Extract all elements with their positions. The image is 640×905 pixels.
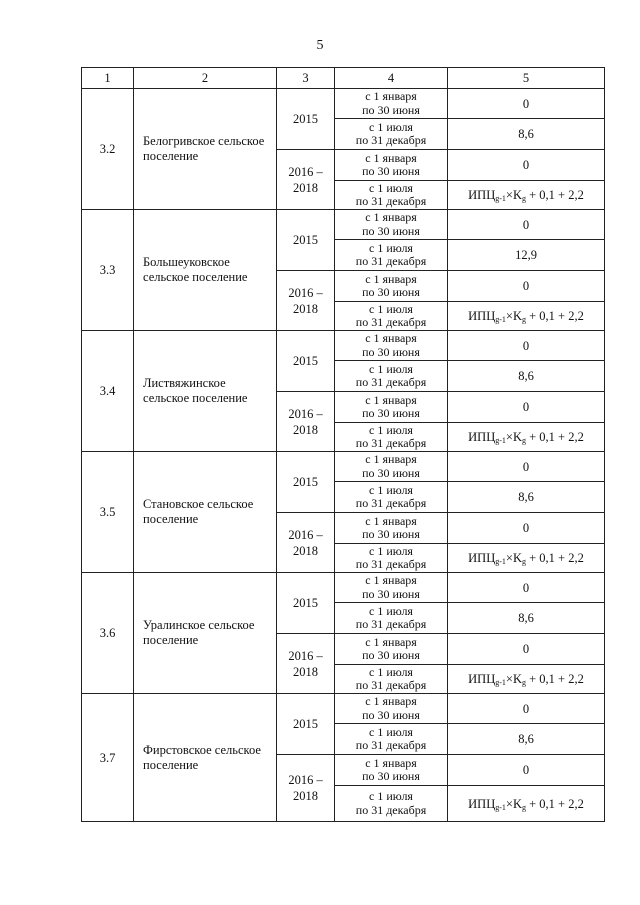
settlement-name-text: Большеуковское сельское поселение — [143, 255, 248, 284]
tariff-table — [81, 67, 605, 822]
value-cell — [448, 724, 605, 755]
formula-base: ИПЦ — [468, 309, 496, 323]
year-text: 2016 – 2018 — [288, 164, 323, 195]
period-end: по 31 декабря — [355, 375, 427, 389]
section-number-text: 3.4 — [99, 384, 116, 398]
table-row — [82, 331, 605, 361]
formula-base: ИПЦ — [468, 796, 496, 811]
settlement-name-text: Белогривское сельское поселение — [143, 134, 265, 163]
period-end: по 30 июня — [362, 102, 420, 117]
year-text: 2015 — [293, 475, 318, 489]
value-text: 0 — [522, 217, 530, 232]
table-row — [82, 694, 605, 724]
period-end: по 31 декабря — [355, 678, 427, 692]
year-text: 2016 – 2018 — [288, 773, 323, 803]
period-cell — [335, 786, 448, 822]
period-start: с 1 июля — [369, 543, 413, 558]
year-cell — [277, 694, 335, 755]
section-number — [82, 694, 134, 822]
period-start: с 1 января — [365, 573, 417, 587]
period-cell — [335, 119, 448, 150]
value-text: 0 — [522, 701, 530, 716]
year-text: 2016 – 2018 — [288, 648, 323, 679]
settlement-name — [134, 210, 277, 331]
value-text: 8,6 — [518, 611, 534, 625]
period-end: по 30 июня — [362, 648, 420, 662]
value-text: 12,9 — [515, 248, 537, 262]
value-cell — [448, 150, 605, 181]
period-start: с 1 июля — [369, 422, 413, 437]
header-col-2: 2 — [134, 68, 277, 89]
period-start: с 1 января — [365, 755, 417, 770]
value-cell — [448, 755, 605, 786]
period-cell — [335, 482, 448, 513]
value-cell — [448, 573, 605, 603]
formula-multiplier: ×K — [505, 309, 522, 323]
period-cell — [335, 544, 448, 573]
period-cell — [335, 724, 448, 755]
year-cell — [277, 210, 335, 271]
value-text: 8,6 — [518, 369, 534, 383]
formula-cell — [448, 302, 605, 331]
period-end: по 30 июня — [362, 586, 420, 601]
formula-tail: + 0,1 + 2,2 — [525, 309, 584, 323]
year-text: 2015 — [293, 354, 318, 368]
period-start: с 1 июля — [369, 482, 413, 497]
value-text: 8,6 — [518, 490, 534, 504]
period-end: по 30 июня — [362, 707, 420, 722]
section-number — [82, 210, 134, 331]
value-cell — [448, 119, 605, 150]
header-row — [82, 68, 605, 89]
period-start: с 1 июля — [369, 361, 413, 376]
year-cell — [277, 634, 335, 694]
period-end: по 30 июня — [362, 769, 420, 783]
year-cell — [277, 392, 335, 452]
formula-cell — [448, 423, 605, 452]
table-row — [82, 89, 605, 119]
value-text: 0 — [522, 158, 530, 172]
formula-tail: + 0,1 + 2,2 — [525, 796, 584, 811]
period-start: с 1 января — [365, 271, 417, 286]
period-cell — [335, 423, 448, 452]
value-cell — [448, 482, 605, 513]
period-end: по 30 июня — [362, 344, 420, 359]
formula-multiplier: ×K — [505, 188, 522, 202]
section-number — [82, 573, 134, 694]
period-end: по 31 декабря — [355, 557, 427, 571]
table-row — [82, 452, 605, 482]
formula-cell — [448, 181, 605, 210]
period-start: с 1 января — [365, 89, 417, 103]
year-text: 2016 – 2018 — [288, 527, 323, 558]
value-text: 0 — [522, 279, 530, 293]
value-cell — [448, 694, 605, 724]
value-text: 0 — [522, 642, 530, 656]
formula-multiplier-subscript: g — [521, 678, 526, 687]
formula-tail: + 0,1 + 2,2 — [525, 188, 584, 202]
year-cell — [277, 452, 335, 513]
formula-base: ИПЦ — [468, 188, 496, 202]
period-start: с 1 января — [365, 694, 417, 708]
year-cell — [277, 271, 335, 331]
formula-multiplier: ×K — [505, 430, 522, 444]
period-cell — [335, 392, 448, 423]
period-start: с 1 января — [365, 331, 417, 345]
value-cell — [448, 452, 605, 482]
settlement-name-text: Фирстовское сельское поселение — [143, 742, 261, 772]
period-cell — [335, 665, 448, 694]
formula-base: ИПЦ — [468, 672, 496, 686]
formula-multiplier-subscript: g — [521, 194, 526, 203]
section-number — [82, 89, 134, 210]
settlement-name-text: Уралинское сельское поселение — [143, 618, 255, 647]
value-text: 8,6 — [518, 732, 534, 746]
header-col-3: 3 — [277, 68, 335, 89]
period-end: по 30 июня — [362, 527, 420, 541]
formula-base-subscript: g-1 — [495, 678, 506, 687]
year-cell — [277, 755, 335, 822]
header-col-1: 1 — [82, 68, 134, 89]
period-end: по 31 декабря — [355, 802, 427, 817]
value-cell — [448, 392, 605, 423]
period-start: с 1 января — [365, 210, 417, 224]
year-text: 2016 – 2018 — [288, 285, 323, 316]
formula-multiplier-subscript: g — [521, 315, 526, 324]
period-cell — [335, 361, 448, 392]
year-cell — [277, 573, 335, 634]
period-end: по 31 декабря — [355, 496, 427, 510]
value-text: 0 — [522, 96, 530, 111]
period-cell — [335, 181, 448, 210]
period-start: с 1 января — [365, 392, 417, 407]
formula-base-subscript: g-1 — [495, 436, 506, 445]
formula-base-subscript: g-1 — [495, 802, 506, 812]
formula-multiplier: ×K — [505, 672, 522, 686]
formula-base: ИПЦ — [468, 551, 496, 565]
period-end: по 30 июня — [362, 223, 420, 238]
period-cell — [335, 150, 448, 181]
section-number — [82, 331, 134, 452]
period-end: по 30 июня — [362, 164, 420, 178]
period-cell — [335, 331, 448, 361]
period-start: с 1 июля — [369, 789, 413, 803]
value-cell — [448, 89, 605, 119]
settlement-name — [134, 694, 277, 822]
period-start: с 1 июля — [369, 724, 413, 739]
value-cell — [448, 513, 605, 544]
period-cell — [335, 271, 448, 302]
table-row — [82, 210, 605, 240]
period-start: с 1 июля — [369, 180, 413, 195]
period-start: с 1 июля — [369, 119, 413, 134]
value-text: 0 — [522, 400, 530, 414]
period-end: по 30 июня — [362, 406, 420, 420]
value-cell — [448, 603, 605, 634]
period-cell — [335, 634, 448, 665]
period-start: с 1 июля — [369, 603, 413, 618]
value-cell — [448, 331, 605, 361]
period-start: с 1 января — [365, 150, 417, 165]
period-end: по 31 декабря — [355, 315, 427, 329]
period-end: по 31 декабря — [355, 617, 427, 631]
period-end: по 30 июня — [362, 285, 420, 299]
year-text: 2015 — [293, 596, 318, 610]
period-cell — [335, 89, 448, 119]
period-cell — [335, 452, 448, 482]
formula-multiplier: ×K — [505, 796, 522, 811]
formula-tail: + 0,1 + 2,2 — [525, 551, 584, 565]
period-cell — [335, 302, 448, 331]
value-text: 8,6 — [518, 127, 534, 141]
section-number — [82, 452, 134, 573]
period-end: по 31 декабря — [355, 436, 427, 450]
page-number: 5 — [316, 38, 324, 53]
period-cell — [335, 755, 448, 786]
year-text: 2015 — [293, 233, 318, 247]
table-row — [82, 573, 605, 603]
value-cell — [448, 240, 605, 271]
period-start: с 1 июля — [369, 240, 413, 255]
period-end: по 30 июня — [362, 465, 420, 480]
year-cell — [277, 89, 335, 150]
period-start: с 1 января — [365, 513, 417, 528]
formula-base-subscript: g-1 — [495, 194, 506, 203]
value-text: 0 — [522, 459, 530, 474]
period-start: с 1 июля — [369, 664, 413, 679]
formula-cell — [448, 665, 605, 694]
formula-base: ИПЦ — [468, 430, 496, 444]
formula-base-subscript: g-1 — [495, 557, 506, 566]
section-number-text: 3.6 — [99, 626, 116, 640]
formula-base-subscript: g-1 — [495, 315, 506, 324]
value-text: 0 — [522, 763, 530, 777]
settlement-name — [134, 89, 277, 210]
year-text: 2016 – 2018 — [288, 406, 323, 437]
year-cell — [277, 513, 335, 573]
formula-multiplier-subscript: g — [521, 436, 526, 445]
period-cell — [335, 513, 448, 544]
period-start: с 1 января — [365, 634, 417, 649]
value-text: 0 — [522, 521, 530, 535]
formula-cell — [448, 786, 605, 822]
year-cell — [277, 150, 335, 210]
period-end: по 31 декабря — [355, 194, 427, 208]
period-end: по 31 декабря — [355, 133, 427, 147]
formula-multiplier-subscript: g — [521, 557, 526, 566]
header-col-4: 4 — [335, 68, 448, 89]
period-cell — [335, 603, 448, 634]
value-cell — [448, 271, 605, 302]
formula-multiplier-subscript: g — [521, 802, 526, 812]
period-cell — [335, 210, 448, 240]
period-cell — [335, 573, 448, 603]
formula-tail: + 0,1 + 2,2 — [525, 430, 584, 444]
formula-cell — [448, 544, 605, 573]
settlement-name — [134, 452, 277, 573]
year-text: 2015 — [293, 717, 318, 731]
period-cell — [335, 240, 448, 271]
settlement-name-text: Становское сельское поселение — [143, 497, 254, 526]
section-number-text: 3.3 — [99, 263, 116, 277]
value-cell — [448, 634, 605, 665]
period-start: с 1 января — [365, 452, 417, 466]
value-cell — [448, 210, 605, 240]
header-col-5: 5 — [448, 68, 605, 89]
year-text: 2015 — [293, 112, 318, 126]
value-text: 0 — [522, 338, 530, 353]
formula-tail: + 0,1 + 2,2 — [525, 672, 584, 686]
section-number-text: 3.5 — [99, 505, 116, 519]
period-cell — [335, 694, 448, 724]
section-number-text: 3.7 — [99, 750, 116, 765]
settlement-name — [134, 331, 277, 452]
period-end: по 31 декабря — [355, 738, 427, 752]
year-cell — [277, 331, 335, 392]
settlement-name — [134, 573, 277, 694]
period-end: по 31 декабря — [355, 254, 427, 268]
formula-multiplier: ×K — [505, 551, 522, 565]
period-start: с 1 июля — [369, 301, 413, 316]
settlement-name-text: Листвяжинское сельское поселение — [143, 376, 248, 405]
value-cell — [448, 361, 605, 392]
section-number-text: 3.2 — [99, 142, 116, 156]
value-text: 0 — [522, 580, 530, 595]
